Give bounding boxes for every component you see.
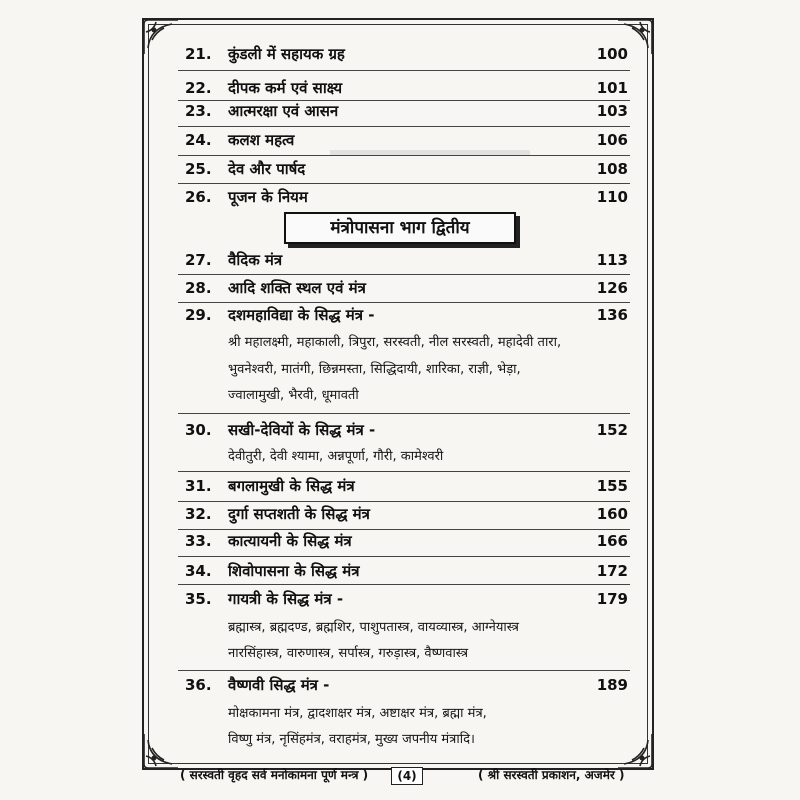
toc-entry xyxy=(0,303,800,327)
row-divider xyxy=(178,556,630,557)
footer-book-title: ( सरस्वती वृहद सर्व मनोकामना पूर्ण मन्त्र ) xyxy=(180,768,369,782)
corner-ornament-icon xyxy=(142,732,180,770)
entry-title: गायत्री के सिद्ध मंत्र - xyxy=(228,590,344,608)
entry-title: आदि शक्ति स्थल एवं मंत्र xyxy=(228,279,366,297)
entry-number: 31. xyxy=(185,477,212,495)
section-heading: मंत्रोपासना भाग द्वितीय xyxy=(284,212,516,244)
entry-title: दशमहाविद्या के सिद्ध मंत्र - xyxy=(228,306,375,324)
entry-title: शिवोपासना के सिद्ध मंत्र xyxy=(228,562,360,580)
toc-entry xyxy=(0,587,800,611)
row-divider xyxy=(178,126,630,127)
toc-entry xyxy=(0,99,800,123)
sub-list-line: नारसिंहास्त्र, वारुणास्त्र, सर्पास्त्र, गरुड़ास्त्र, वैष्णवास्त्र xyxy=(228,646,469,661)
entry-number: 26. xyxy=(185,188,212,206)
entry-title: कात्यायनी के सिद्ध मंत्र xyxy=(228,532,352,550)
entry-page: 152 xyxy=(596,421,628,439)
entry-number: 23. xyxy=(185,102,212,120)
row-divider xyxy=(178,670,630,671)
entry-number: 24. xyxy=(185,131,212,149)
sub-list-line: ज्वालामुखी, भैरवी, धूमावती xyxy=(228,388,359,403)
footer-publisher: ( श्री सरस्वती प्रकाशन, अजमेर ) xyxy=(478,768,625,782)
toc-entry xyxy=(0,673,800,697)
toc-entry xyxy=(0,157,800,181)
toc-entry xyxy=(0,502,800,526)
toc-entry xyxy=(0,128,800,152)
entry-page: 189 xyxy=(596,676,628,694)
row-divider xyxy=(178,413,630,414)
entry-number: 30. xyxy=(185,421,212,439)
sub-list-line: देवीतुरी, देवी श्यामा, अन्नपूर्णा, गौरी, कामेश्वरी xyxy=(228,449,444,464)
entry-page: 100 xyxy=(596,45,628,63)
entry-page: 110 xyxy=(596,188,628,206)
entry-title: दीपक कर्म एवं साक्ष्य xyxy=(228,79,343,97)
entry-number: 29. xyxy=(185,306,212,324)
sub-list-line: ब्रह्मास्त्र, ब्रह्मदण्ड, ब्रह्मशिर, पाशुपतास्त्र, वायव्यास्त्र, आग्नेयास्त्र xyxy=(228,620,519,635)
row-divider xyxy=(178,155,630,156)
sub-list-line: मोक्षकामना मंत्र, द्वादशाक्षर मंत्र, अष्टाक्षर मंत्र, ब्रह्मा मंत्र, xyxy=(228,706,487,721)
entry-number: 25. xyxy=(185,160,212,178)
sub-list-line: श्री महालक्ष्मी, महाकाली, त्रिपुरा, सरस्वती, नील सरस्वती, महादेवी तारा, xyxy=(228,335,562,350)
toc-entry xyxy=(0,276,800,300)
entry-number: 22. xyxy=(185,79,212,97)
entry-number: 35. xyxy=(185,590,212,608)
entry-page: 179 xyxy=(596,590,628,608)
toc-entry xyxy=(0,418,800,442)
entry-title: बगलामुखी के सिद्ध मंत्र xyxy=(228,477,355,495)
entry-number: 28. xyxy=(185,279,212,297)
entry-title: वैष्णवी सिद्ध मंत्र - xyxy=(228,676,330,694)
entry-title: कलश महत्व xyxy=(228,131,295,149)
toc-entry xyxy=(0,529,800,553)
entry-page: 103 xyxy=(596,102,628,120)
entry-number: 36. xyxy=(185,676,212,694)
entry-title: सखी-देवियों के सिद्ध मंत्र - xyxy=(228,421,376,439)
row-divider xyxy=(178,274,630,275)
entry-number: 34. xyxy=(185,562,212,580)
entry-page: 166 xyxy=(596,532,628,550)
entry-page: 155 xyxy=(596,477,628,495)
sub-list-line: विष्णु मंत्र, नृसिंहमंत्र, वराहमंत्र, मुख्य जपनीय मंत्रादि। xyxy=(228,732,475,747)
entry-page: 160 xyxy=(596,505,628,523)
footer-page-number: (4) xyxy=(391,767,423,785)
entry-page: 172 xyxy=(596,562,628,580)
entry-title: कुंडली में सहायक ग्रह xyxy=(228,45,345,63)
entry-title: पूजन के नियम xyxy=(228,188,308,206)
entry-page: 136 xyxy=(596,306,628,324)
row-divider xyxy=(178,584,630,585)
entry-page: 106 xyxy=(596,131,628,149)
entry-number: 27. xyxy=(185,251,212,269)
toc-entry xyxy=(0,474,800,498)
entry-title: वैदिक मंत्र xyxy=(228,251,283,269)
row-divider xyxy=(178,70,630,71)
toc-entry xyxy=(0,76,800,100)
row-divider xyxy=(178,183,630,184)
entry-number: 33. xyxy=(185,532,212,550)
entry-page: 108 xyxy=(596,160,628,178)
entry-page: 126 xyxy=(596,279,628,297)
entry-number: 21. xyxy=(185,45,212,63)
sub-list-line: भुवनेश्वरी, मातंगी, छिन्नमस्ता, सिद्धिदायी, शारिका, राज्ञी, भेड़ा, xyxy=(228,362,521,377)
entry-page: 101 xyxy=(596,79,628,97)
toc-entry xyxy=(0,248,800,272)
entry-title: दुर्गा सप्तशती के सिद्ध मंत्र xyxy=(228,505,370,523)
entry-number: 32. xyxy=(185,505,212,523)
toc-entry xyxy=(0,559,800,583)
entry-title: आत्मरक्षा एवं आसन xyxy=(228,102,339,120)
row-divider xyxy=(178,471,630,472)
toc-entry xyxy=(0,42,800,66)
entry-title: देव और पार्षद xyxy=(228,160,306,178)
entry-page: 113 xyxy=(596,251,628,269)
toc-entry xyxy=(0,185,800,209)
